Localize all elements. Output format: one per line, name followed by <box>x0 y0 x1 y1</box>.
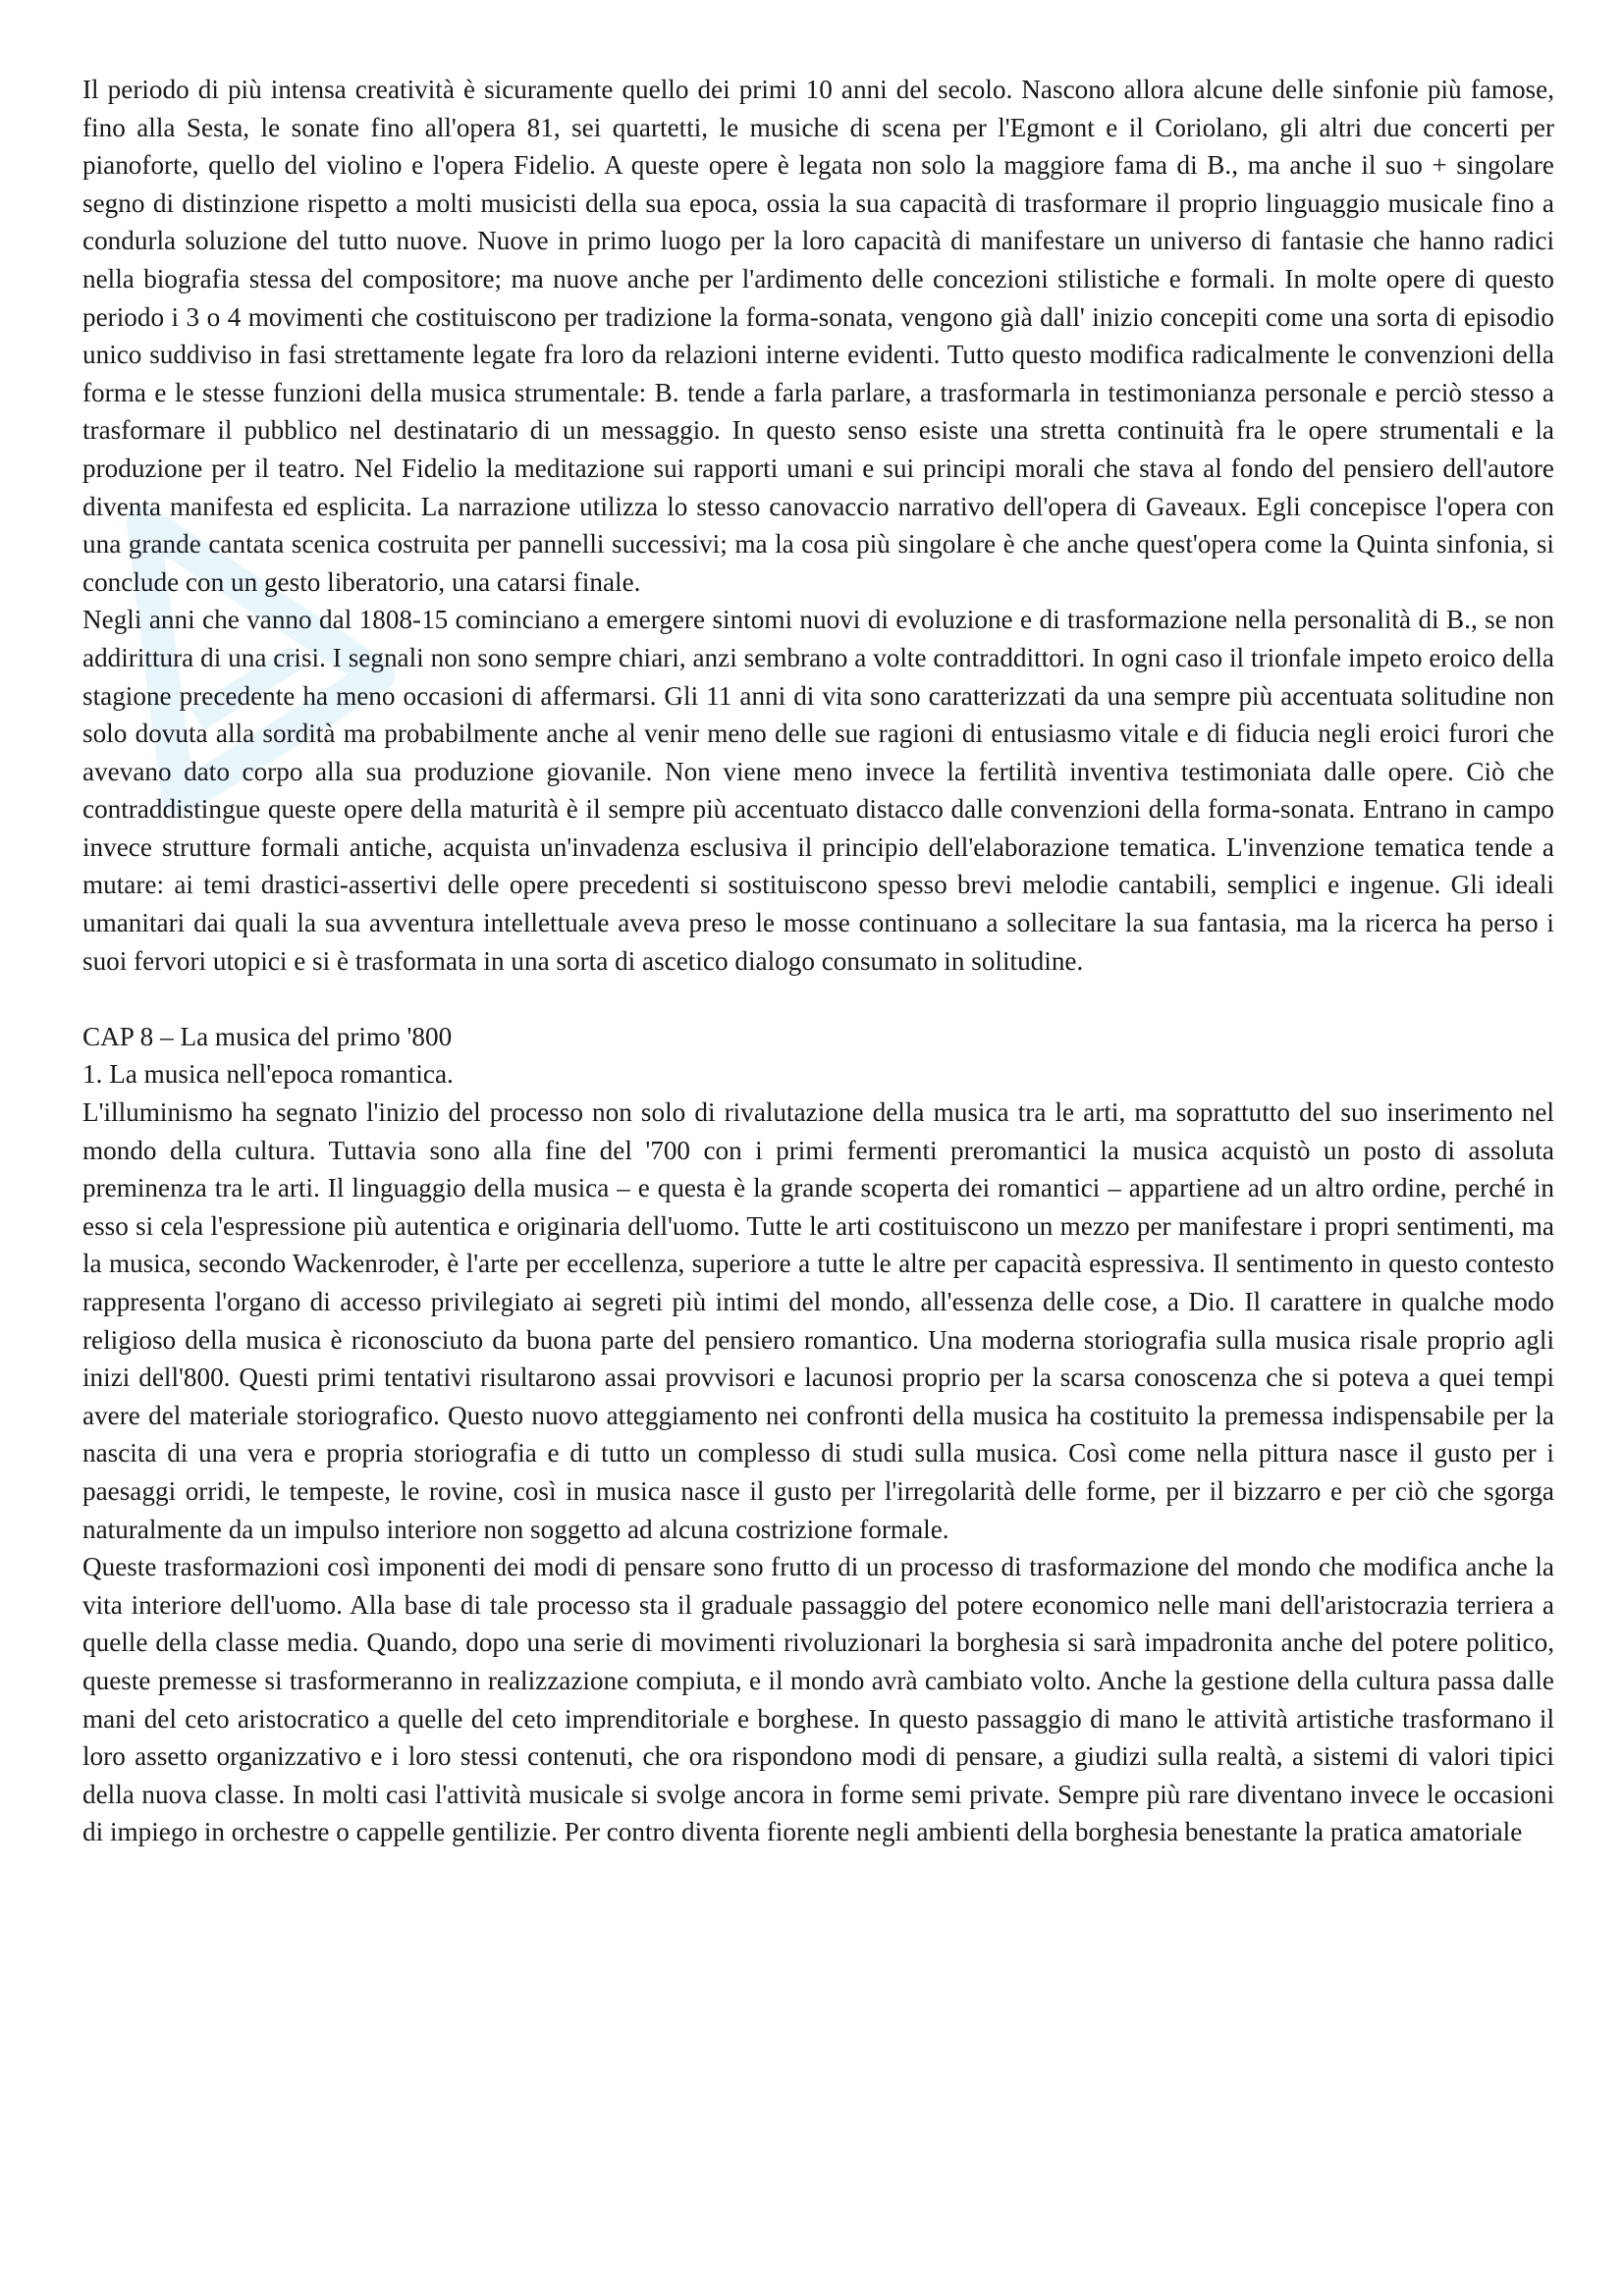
document-page <box>82 71 1554 1851</box>
section-heading: 1. La musica nell'epoca romantica. <box>82 1059 454 1090</box>
paragraph-gap <box>82 980 1554 1018</box>
paragraph-creative-period: Il periodo di più intensa creatività è sicuramente quello dei primi 10 anni del secolo. Nascono allora alcune delle sinfonie più famose, fino alla Sesta, le sonate fino all'opera 81, sei quartetti, le musiche di scena per l'Egmont e il Coriolano, gli altri due concerti per pianoforte, quello del violino e l'opera Fidelio. A queste opere è legata non solo la maggiore fama di B., ma anche il suo + singolare segno di distinzione rispetto a molti musicisti della sua epoca, ossia la sua capacità di trasformare il proprio linguaggio musicale fino a condurla soluzione del tutto nuove. Nuove in primo luogo per la loro capacità di manifestare un universo di fantasie che hanno radici nella biografia stessa del compositore; ma nuove anche per l'ardimento delle concezioni stilistiche e formali. In molte opere di questo periodo i 3 o 4 movimenti che costituiscono per tradizione la forma-sonata, vengono già dall' inizio concepiti come una sorta di episodio unico suddiviso in fasi strettamente legate fra loro da relazioni interne evidenti. Tutto questo modifica radicalmente le convenzioni della forma e le stesse funzioni della musica strumentale: B. tende a farla parlare, a trasformarla in testimonianza personale e perciò stesso a trasformare il pubblico nel destinatario di un messaggio. In questo senso esiste una stretta continuità fra le opere strumentali e la produzione per il teatro. Nel Fidelio la meditazione sui rapporti umani e sui principi morali che stava al fondo del pensiero dell'autore diventa manifesta ed esplicita. La narrazione utilizza lo stesso canovaccio narrativo dell'opera di Gaveaux. Egli concepisce l'opera con una grande cantata scenica costruita per pannelli successivi; ma la cosa più singolare è che anche quest'opera come la Quinta sinfonia, si conclude con un gesto liberatorio, una catarsi finale. <box>82 75 1554 597</box>
paragraph-romantic-music: L'illuminismo ha segnato l'inizio del processo non solo di rivalutazione della musica tra le arti, ma soprattutto del suo inserimento nel mondo della cultura. Tuttavia sono alla fine del '700 con i primi fermenti preromantici la musica acquistò un posto di assoluta preminenza tra le arti. Il linguaggio della musica – e questa è la grande scoperta dei romantici – appartiene ad un altro ordine, perché in esso si cela l'espressione più autentica e originaria dell'uomo. Tutte le arti costituiscono un mezzo per manifestare i propri sentimenti, ma la musica, secondo Wackenroder, è l'arte per eccellenza, superiore a tutte le altre per capacità espressiva. Il sentimento in questo contesto rappresenta l'organo di accesso privilegiato ai segreti più intimi del mondo, all'essenza delle cose, a Dio. Il carattere in qualche modo religioso della musica è riconosciuto da buona parte del pensiero romantico. Una moderna storiografia sulla musica risale proprio agli inizi dell'800. Questi primi tentativi risultarono assai provvisori e lacunosi proprio per la scarsa conoscenza che si poteva a quei tempi avere del materiale storiografico. Questo nuovo atteggiamento nei confronti della musica ha costituito la premessa indispensabile per la nascita di una vera e propria storiografia e di tutto un complesso di studi sulla musica. Così come nella pittura nasce il gusto per i paesaggi orridi, le tempeste, le rovine, così in musica nasce il gusto per l'irregolarità delle forme, per il bizzarro e per ciò che sgorga naturalmente da un impulso interiore non soggetto ad alcuna costrizione formale. <box>82 1097 1554 1544</box>
chapter-heading: CAP 8 – La musica del primo '800 <box>82 1021 453 1051</box>
paragraph-social-transformation: Queste trasformazioni così imponenti dei modi di pensare sono frutto di un processo di trasformazione del mondo che modifica anche la vita interiore dell'uomo. Alla base di tale processo sta il graduale passaggio del potere economico nelle mani dell'aristocrazia terriera a quelle della classe media. Quando, dopo una serie di movimenti rivoluzionari la borghesia si sarà impadronita anche del potere politico, queste premesse si trasformeranno in realizzazione compiuta, e il mondo avrà cambiato volto. Anche la gestione della cultura passa dalle mani del ceto aristocratico a quelle del ceto imprenditoriale e borghese. In questo passaggio di mano le attività artistiche trasformano il loro assetto organizzativo e i loro stessi contenuti, che ora rispondono modi di pensare, a giudizi sulla realtà, a sistemi di valori tipici della nuova classe. In molti casi l'attività musicale si svolge ancora in forme semi private. Sempre più rare diventano invece le occasioni di impiego in orchestre o cappelle gentilizie. Per contro diventa fiorente negli ambienti della borghesia benestante la pratica amatoriale <box>82 1552 1554 1847</box>
paragraph-crisis-years: Negli anni che vanno dal 1808-15 cominciano a emergere sintomi nuovi di evoluzione e di trasformazione nella personalità di B., se non addirittura di una crisi. I segnali non sono sempre chiari, anzi sembrano a volte contraddittori. In ogni caso il trionfale impeto eroico della stagione precedente ha meno occasioni di affermarsi. Gli 11 anni di vita sono caratterizzati da una sempre più accentuata solitudine non solo dovuta alla sordità ma probabilmente anche al venir meno delle sue ragioni di entusiasmo vitale e di fiducia negli eroici furori che avevano dato corpo alla sua produzione giovanile. Non viene meno invece la fertilità inventiva testimoniata dalle opere. Ciò che contraddistingue queste opere della maturità è il sempre più accentuato distacco dalle convenzioni della forma-sonata. Entrano in campo invece strutture formali antiche, acquista un'invadenza esclusiva il principio dell'elaborazione tematica. L'invenzione tematica tende a mutare: ai temi drastici-assertivi delle opere precedenti si sostituiscono spesso brevi melodie cantabili, semplici e ingenue. Gli ideali umanitari dai quali la sua avventura intellettuale aveva preso le mosse continuano a sollecitare la sua fantasia, ma la ricerca ha perso i suoi fervori utopici e si è trasformata in una sorta di ascetico dialogo consumato in solitudine. <box>82 605 1554 976</box>
